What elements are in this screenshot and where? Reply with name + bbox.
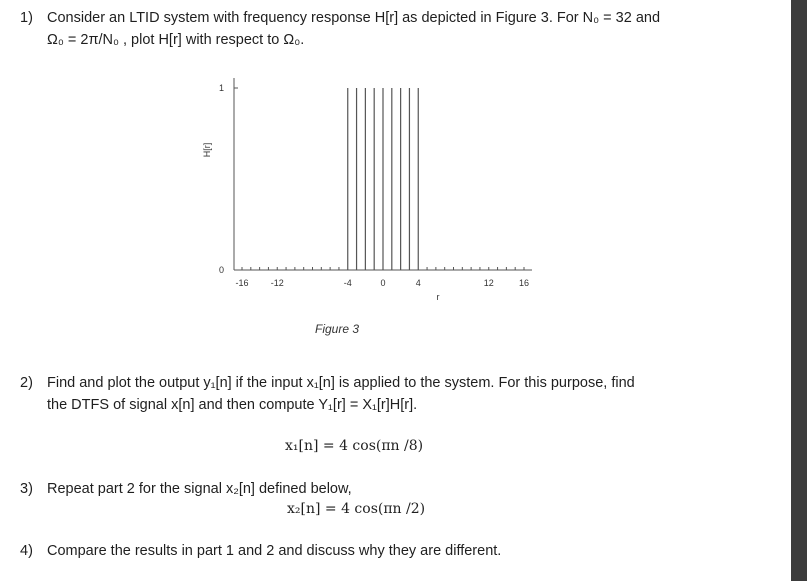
question-3-equation: x₂[n] = 4 cos(πn /2) [287,501,426,517]
x-tick-labels [235,278,529,288]
figure-3-stem-plot [190,70,550,305]
x-tick-label: 16 [518,278,530,288]
y-axis-label: H[r] [202,142,212,158]
question-3-number: 3) [20,481,33,497]
y-tick-label: 0 [218,265,224,275]
x-tick-label: -4 [343,278,352,288]
question-1-number: 1) [20,10,33,26]
question-2 [20,372,635,416]
question-2-line-1: Find and plot the output y₁[n] if the input x₁[n] is applied to the system. For this purpose, find [47,375,635,391]
question-1-line-1: Consider an LTID system with frequency response H[r] as depicted in Figure 3. For N₀ = 32 and [47,10,661,26]
x-tick-label: -12 [270,278,284,288]
x-tick-label: 4 [415,278,421,288]
question-4-number: 4) [20,543,33,559]
y-tick-label: 1 [218,83,224,93]
question-2-number: 2) [20,375,33,391]
y-tick-labels [219,83,238,275]
x-axis-label: r [436,292,440,302]
x-tick-label: 0 [380,278,386,288]
question-3-line-1: Repeat part 2 for the signal x₂[n] defined below, [47,481,352,497]
question-3 [20,478,352,500]
window-edge [791,0,807,581]
question-2-line-2: the DTFS of signal x[n] and then compute Y₁[r] = X₁[r]H[r]. [47,397,418,413]
question-4 [20,540,501,562]
question-4-line-1: Compare the results in part 1 and 2 and discuss why they are different. [47,543,502,559]
x-tick-label: 12 [483,278,494,288]
question-1 [20,7,660,51]
question-1-line-2: Ω₀ = 2π/N₀ , plot H[r] with respect to Ω₀. [47,32,305,48]
figure-caption: Figure 3 [315,322,360,336]
x-tick-label: -16 [235,278,249,288]
stems [242,88,524,270]
question-2-equation: x₁[n] = 4 cos(πn /8) [285,438,424,454]
